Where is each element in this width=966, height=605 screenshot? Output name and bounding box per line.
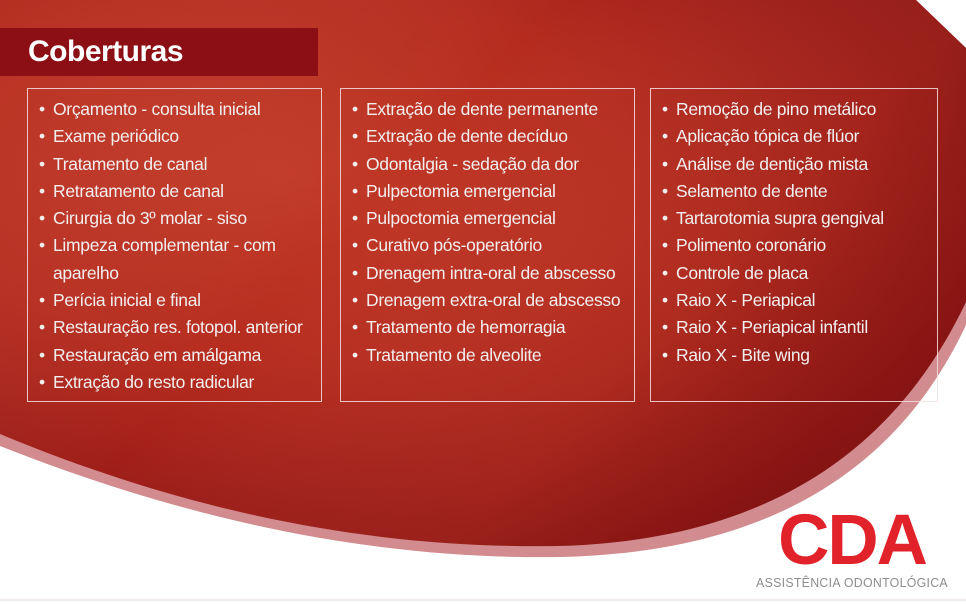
list-item-label: Raio X - Periapical infantil [676, 317, 868, 338]
coverage-list-3 [662, 96, 929, 369]
bullet-icon: • [352, 290, 358, 311]
coverage-list-2 [352, 96, 626, 369]
list-item [39, 123, 313, 150]
list-item-label: Aplicação tópica de flúor [676, 126, 860, 147]
list-item [39, 178, 313, 205]
list-item-label: Selamento de dente [676, 180, 828, 201]
bullet-icon: • [352, 99, 358, 119]
list-item [662, 342, 929, 369]
list-item-label: Controle de placa [676, 262, 809, 283]
list-item [352, 232, 626, 259]
list-item-label: Raio X - Bite wing [676, 344, 810, 365]
list-item-label: Pulpectomia emergencial [366, 180, 556, 201]
list-item-label: Remoção de pino metálico [676, 99, 876, 119]
list-item-label: Tratamento de canal [53, 153, 208, 174]
list-item-label: Exame periódico [53, 126, 179, 147]
page-title: Coberturas [28, 35, 184, 68]
bullet-icon: • [662, 126, 668, 147]
bullet-icon: • [39, 153, 45, 174]
list-item-label: Extração de dente permanente [366, 99, 598, 119]
list-item [662, 151, 929, 178]
list-item [352, 178, 626, 205]
bullet-icon: • [352, 153, 358, 174]
list-item-label: Retratamento de canal [53, 180, 224, 201]
bullet-icon: • [352, 262, 358, 283]
list-item [39, 342, 313, 369]
list-item [352, 342, 626, 369]
bullet-icon: • [662, 290, 668, 311]
bullet-icon: • [39, 235, 45, 256]
cda-logo-text: CDA [778, 500, 926, 580]
bullet-icon: • [39, 126, 45, 147]
bullet-icon: • [352, 208, 358, 229]
list-item [352, 96, 626, 123]
list-item [352, 287, 626, 314]
list-item [39, 287, 313, 314]
list-item-label: Cirurgia do 3º molar - siso [53, 208, 247, 229]
coverage-column-1 [27, 88, 322, 402]
list-item [662, 205, 929, 232]
list-item [352, 260, 626, 287]
list-item [39, 96, 313, 123]
list-item [662, 123, 929, 150]
list-item-label: Análise de dentição mista [676, 153, 868, 174]
list-item [352, 314, 626, 341]
list-item-label: Curativo pós-operatório [366, 235, 542, 256]
list-item [662, 96, 929, 123]
list-item-label: Drenagem extra-oral de abscesso [366, 290, 621, 311]
list-item-label: Perícia inicial e final [53, 290, 201, 311]
list-item [662, 178, 929, 205]
list-item [352, 205, 626, 232]
list-item [39, 232, 313, 287]
bullet-icon: • [352, 344, 358, 365]
bullet-icon: • [352, 235, 358, 256]
bullet-icon: • [662, 153, 668, 174]
bullet-icon: • [39, 371, 45, 392]
coverage-column-2 [340, 88, 635, 402]
list-item-label: Drenagem intra-oral de abscesso [366, 262, 616, 283]
list-item [39, 205, 313, 232]
bullet-icon: • [662, 180, 668, 201]
bullet-icon: • [662, 208, 668, 229]
list-item-label: Restauração em amálgama [53, 344, 262, 365]
list-item-label: Tratamento de hemorragia [366, 317, 566, 338]
cda-logo [751, 500, 953, 590]
list-item-label: Tartarotomia supra gengival [676, 208, 884, 229]
coverage-list-1 [39, 96, 313, 396]
bullet-icon: • [352, 180, 358, 201]
list-item [662, 260, 929, 287]
bullet-icon: • [39, 317, 45, 338]
bullet-icon: • [662, 317, 668, 338]
cda-logo-subtitle: ASSISTÊNCIA ODONTOLÓGICA [756, 575, 948, 590]
list-item [352, 151, 626, 178]
list-item-label: Restauração res. fotopol. anterior [53, 317, 303, 338]
bullet-icon: • [39, 344, 45, 365]
list-item-label: Extração do resto radicular [53, 371, 255, 392]
bullet-icon: • [39, 180, 45, 201]
list-item [352, 123, 626, 150]
list-item [662, 232, 929, 259]
bullet-icon: • [352, 317, 358, 338]
list-item-label: Polimento coronário [676, 235, 826, 256]
list-item [39, 314, 313, 341]
list-item [39, 369, 313, 396]
list-item-label: Tratamento de alveolite [366, 344, 542, 365]
coverage-column-3 [650, 88, 938, 402]
list-item [662, 314, 929, 341]
list-item [662, 287, 929, 314]
title-bar [0, 28, 318, 76]
bullet-icon: • [39, 208, 45, 229]
list-item-label: Raio X - Periapical [676, 290, 816, 311]
list-item-label: Pulpoctomia emergencial [366, 208, 556, 229]
footer-divider [0, 599, 966, 601]
bullet-icon: • [662, 262, 668, 283]
bullet-icon: • [39, 99, 45, 119]
bullet-icon: • [352, 126, 358, 147]
bullet-icon: • [39, 290, 45, 311]
list-item-label: Odontalgia - sedação da dor [366, 153, 579, 174]
list-item-label: Orçamento - consulta inicial [53, 99, 261, 119]
bullet-icon: • [662, 235, 668, 256]
list-item-label: Extração de dente decíduo [366, 126, 568, 147]
list-item-label: Limpeza complementar - com aparelho [53, 235, 276, 283]
list-item [39, 151, 313, 178]
bullet-icon: • [662, 344, 668, 365]
bullet-icon: • [662, 99, 668, 119]
